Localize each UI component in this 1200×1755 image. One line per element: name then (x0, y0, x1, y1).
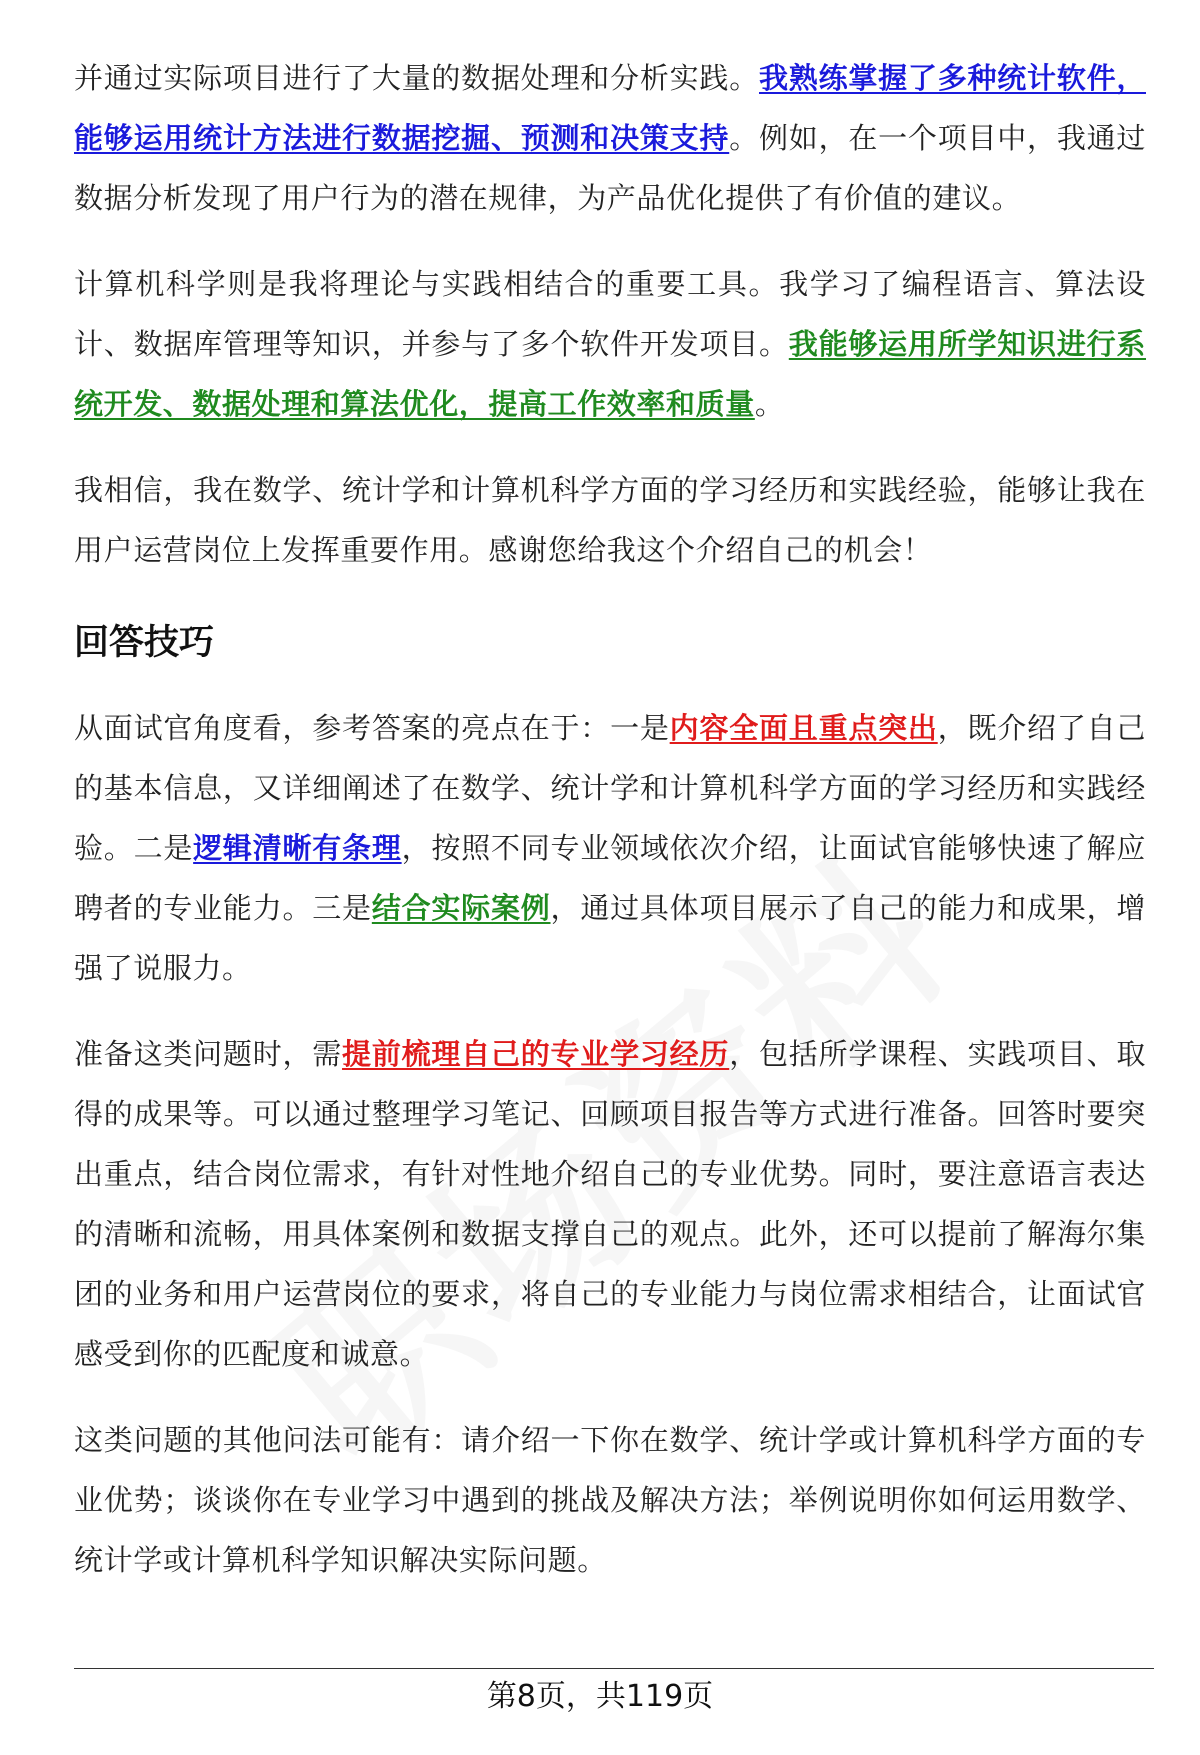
text-run: 并通过实际项目进行了大量的数据处理和分析实践。 (74, 61, 759, 95)
footer-divider (74, 1668, 1154, 1669)
paragraph-2 (74, 254, 1146, 434)
paragraph-3 (74, 460, 1146, 580)
text-run: 。例如，在一个项目中，我通过数据分析发现了用户行为的潜在规律，为产品优化提供了有价值的建议。 (74, 121, 1146, 215)
text-run: 准备这类问题时，需 (74, 1037, 343, 1071)
text-run: 我相信，我在数学、统计学和计算机科学方面的学习经历和实践经验，能够让我在用户运营岗位上发挥重要作用。感谢您给我这个介绍自己的机会！ (74, 473, 1146, 567)
text-run: ，包括所学课程、实践项目、取得的成果等。可以通过整理学习笔记、回顾项目报告等方式进行准备。回答时要突出重点，结合岗位需求，有针对性地介绍自己的专业优势。同时，要注意语言表达的清晰和流畅，用具体案例和数据支撑自己的观点。此外，还可以提前了解海尔集团的业务和用户运营岗位的要求，将自己的专业能力与岗位需求相结合，让面试官感受到你的匹配度和诚意。 (74, 1037, 1146, 1371)
text-run: 。 (754, 387, 785, 421)
text-run: ，既介绍了自己的基本信息，又详细阐述了在数学、统计学和计算机科学方面的学习经历和实践经验。二是 (74, 711, 1146, 865)
paragraph-1 (74, 48, 1146, 228)
paragraph-5 (74, 698, 1146, 998)
text-run: 从面试官角度看，参考答案的亮点在于：一是 (74, 711, 670, 745)
highlight-red: 提前梳理自己的专业学习经历 (342, 1037, 730, 1071)
highlight-blue: 我熟练掌握了多种统计软件，能够运用统计方法进行数据挖掘、预测和决策支持 (74, 61, 1146, 155)
page-number: 第8页，共119页 (486, 1679, 714, 1714)
paragraph-6 (74, 1024, 1146, 1384)
highlight-red: 内容全面且重点突出 (669, 711, 938, 745)
section-title: 回答技巧 (74, 623, 215, 663)
document-body (74, 48, 1146, 1590)
paragraph-7 (74, 1410, 1146, 1590)
text-run: ，按照不同专业领域依次介绍，让面试官能够快速了解应聘者的专业能力。三是 (74, 831, 1146, 925)
text-run: 这类问题的其他问法可能有：请介绍一下你在数学、统计学或计算机科学方面的专业优势；谈谈你在专业学习中遇到的挑战及解决方法；举例说明你如何运用数学、统计学或计算机科学知识解决实际问题。 (74, 1423, 1146, 1577)
highlight-blue: 逻辑清晰有条理 (193, 831, 402, 865)
text-run: 计算机科学则是我将理论与实践相结合的重要工具。我学习了编程语言、算法设计、数据库管理等知识，并参与了多个软件开发项目。 (74, 267, 1146, 361)
highlight-green: 我能够运用所学知识进行系统开发、数据处理和算法优化，提高工作效率和质量 (74, 327, 1147, 421)
text-run: ，通过具体项目展示了自己的能力和成果，增强了说服力。 (74, 891, 1146, 985)
highlight-green: 结合实际案例 (371, 891, 551, 925)
